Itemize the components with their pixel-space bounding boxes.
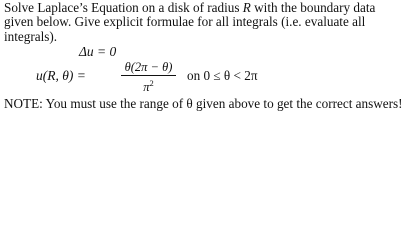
laplace-equation: Δu = 0	[79, 44, 117, 59]
fraction-denominator	[121, 77, 176, 94]
boundary-fraction	[121, 61, 176, 94]
denominator-base: π	[143, 80, 150, 94]
boundary-condition-lhs: u(R, θ) =	[36, 68, 86, 83]
denominator-exponent: 2	[149, 78, 154, 88]
radius-variable: R	[242, 0, 251, 15]
boundary-condition-range: on 0 ≤ θ < 2π	[187, 68, 258, 83]
fraction-bar	[121, 75, 176, 76]
problem-line-1-start: Solve Laplace’s Equation on a disk of radius	[4, 0, 243, 15]
problem-line-3: integrals).	[4, 28, 58, 44]
problem-line-2: given below. Give explicit formulae for all integrals (i.e. evaluate all	[4, 14, 366, 30]
problem-line-1-end: with the boundary data	[250, 0, 376, 15]
note-text: NOTE: You must use the range of θ given above to get the correct answers!	[4, 96, 403, 111]
fraction-numerator: θ(2π − θ)	[124, 60, 173, 74]
